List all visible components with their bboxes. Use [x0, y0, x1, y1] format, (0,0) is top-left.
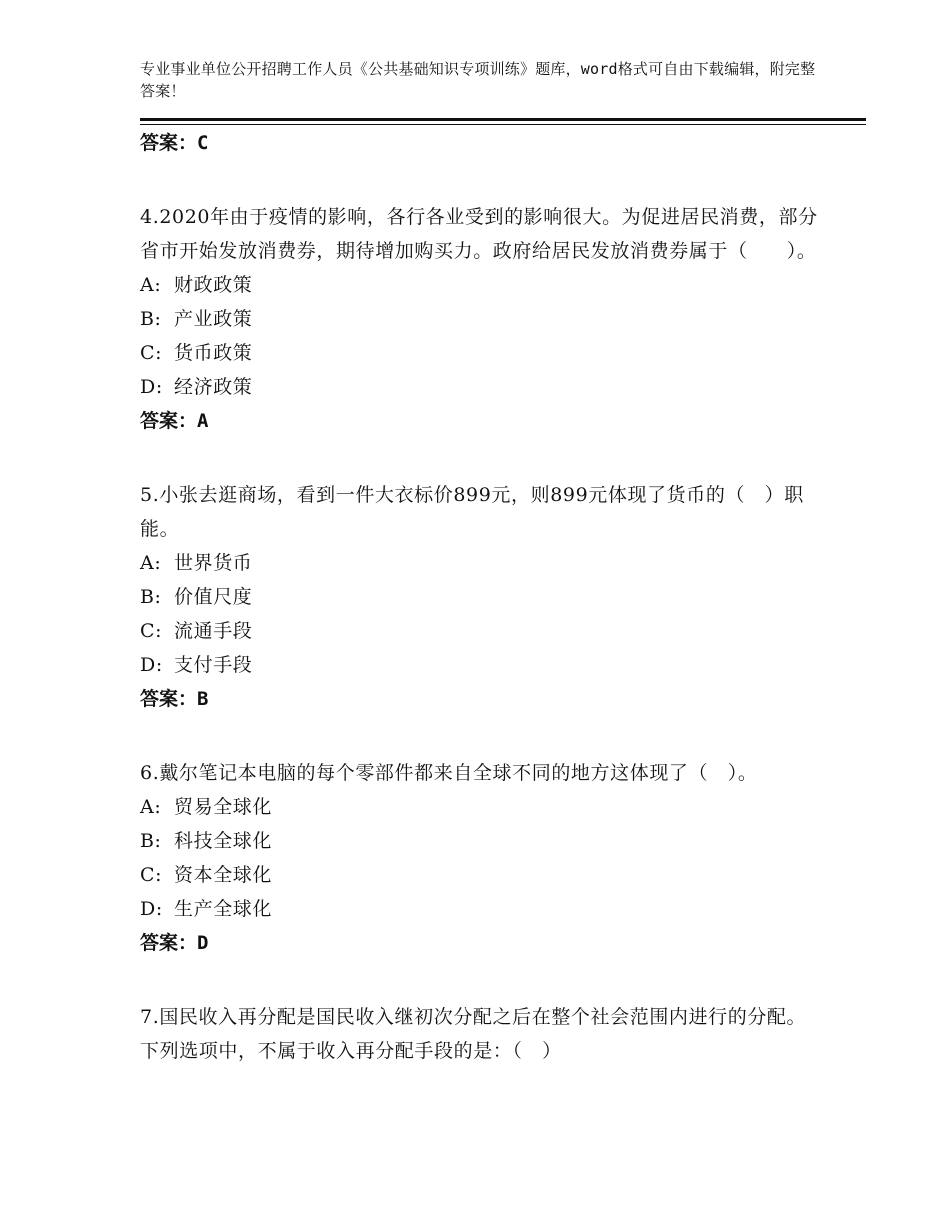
question-5 [140, 478, 820, 716]
answer-label: 答案：B [140, 688, 209, 710]
option-c [140, 336, 820, 370]
question-7 [140, 1000, 820, 1068]
option-text: 价值尺度 [174, 586, 253, 608]
option-letter: D: [140, 376, 163, 398]
option-text: 贸易全球化 [174, 796, 273, 818]
previous-answer: 答案：C [140, 132, 209, 154]
option-letter: B: [140, 586, 162, 608]
option-text: 财政政策 [174, 274, 253, 296]
option-b [140, 824, 820, 858]
option-text: 支付手段 [174, 654, 253, 676]
header-rule-thick [140, 118, 866, 121]
option-letter: C: [140, 342, 163, 364]
option-text: 资本全球化 [174, 864, 273, 886]
option-text: 生产全球化 [174, 898, 273, 920]
question-6 [140, 756, 820, 960]
option-letter: C: [140, 864, 163, 886]
option-b [140, 302, 820, 336]
option-a [140, 268, 820, 302]
option-c [140, 858, 820, 892]
question-stem: 5.小张去逛商场，看到一件大衣标价899元，则899元体现了货币的（ ）职能。 [140, 484, 804, 540]
option-text: 经济政策 [174, 376, 253, 398]
option-letter: C: [140, 620, 163, 642]
option-d [140, 892, 820, 926]
option-d [140, 370, 820, 404]
question-stem: 6.戴尔笔记本电脑的每个零部件都来自全球不同的地方这体现了（ ）。 [140, 762, 758, 784]
option-letter: A: [140, 552, 162, 574]
option-letter: D: [140, 898, 163, 920]
option-a [140, 546, 820, 580]
answer-label: 答案：D [140, 932, 209, 954]
option-text: 货币政策 [174, 342, 253, 364]
option-c [140, 614, 820, 648]
option-a [140, 790, 820, 824]
document-header: 专业事业单位公开招聘工作人员《公共基础知识专项训练》题库，word格式可自由下载编辑，附完整答案！ [140, 60, 816, 100]
question-4 [140, 200, 820, 438]
option-text: 科技全球化 [174, 830, 273, 852]
answer-label: 答案：A [140, 410, 209, 432]
option-text: 世界货币 [174, 552, 253, 574]
option-text: 流通手段 [174, 620, 253, 642]
option-letter: B: [140, 830, 162, 852]
option-letter: A: [140, 796, 162, 818]
option-letter: B: [140, 308, 162, 330]
question-list [140, 124, 820, 1068]
question-stem: 7.国民收入再分配是国民收入继初次分配之后在整个社会范围内进行的分配。下列选项中，不属于收入再分配手段的是：（ ） [140, 1006, 807, 1062]
option-letter: A: [140, 274, 162, 296]
option-d [140, 648, 820, 682]
option-b [140, 580, 820, 614]
question-stem: 4.2020年由于疫情的影响，各行各业受到的影响很大。为促进居民消费，部分省市开始发放消费券，期待增加购买力。政府给居民发放消费券属于（ ）。 [140, 206, 818, 262]
option-text: 产业政策 [174, 308, 253, 330]
option-letter: D: [140, 654, 163, 676]
